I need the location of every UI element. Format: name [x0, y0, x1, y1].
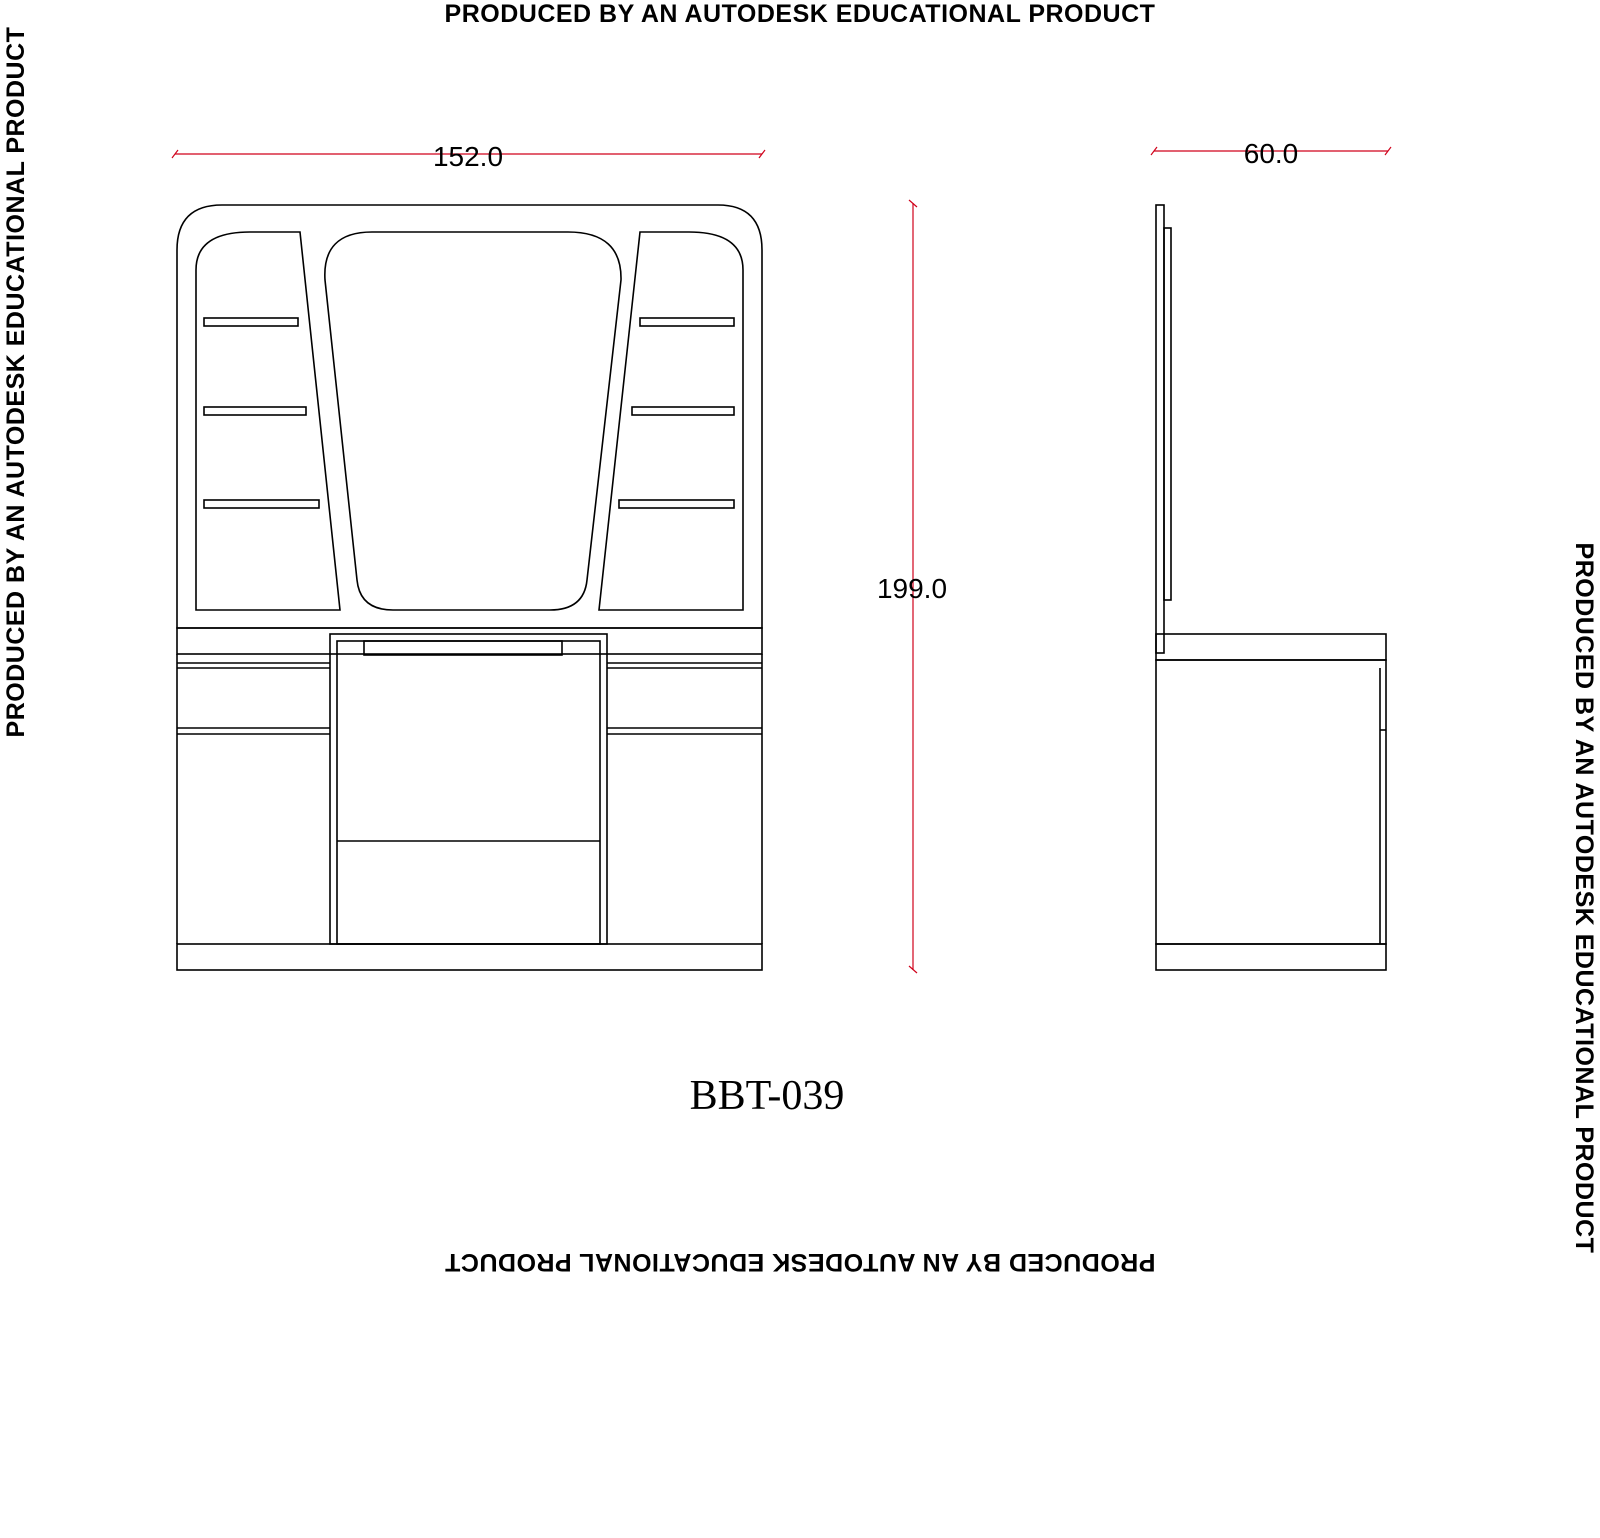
- watermark-right: PRODUCED BY AN AUTODESK EDUCATIONAL PRODUCT: [1570, 542, 1598, 1254]
- front-view: [177, 205, 762, 970]
- watermark-top: PRODUCED BY AN AUTODESK EDUCATIONAL PRODUCT: [444, 0, 1156, 28]
- center-drawer-handle: [364, 641, 562, 655]
- base-plinth: [177, 944, 762, 970]
- dimension-width: [172, 141, 765, 172]
- right-shelf-2: [632, 407, 734, 415]
- side-mirror-front: [1164, 228, 1171, 600]
- side-counter-top: [1156, 634, 1386, 660]
- height-dim-label: 199.0: [876, 573, 948, 604]
- right-shelf-1: [640, 318, 734, 326]
- dimension-depth: [1151, 138, 1391, 169]
- mirror: [325, 232, 621, 610]
- center-frame-outer: [330, 634, 607, 944]
- side-base-body: [1156, 660, 1386, 944]
- right-shelf-3: [619, 500, 734, 508]
- watermark-bottom: PRODUCED BY AN AUTODESK EDUCATIONAL PRODUCT: [444, 1248, 1156, 1276]
- left-shelf-3: [204, 500, 319, 508]
- watermark-left: PRODUCED BY AN AUTODESK EDUCATIONAL PRODUCT: [2, 26, 30, 738]
- left-shelf-2: [204, 407, 306, 415]
- left-shelf-1: [204, 318, 298, 326]
- left-shelf-unit: [196, 232, 340, 610]
- hutch-outline: [177, 205, 762, 628]
- side-base-plinth: [1156, 944, 1386, 970]
- side-view: [1156, 205, 1386, 970]
- model-code: BBT-039: [689, 1073, 845, 1119]
- depth-dim-label: 60.0: [1243, 138, 1299, 169]
- dimension-height: [877, 200, 947, 973]
- width-dim-label: 152.0: [432, 141, 504, 172]
- center-frame-inner: [337, 641, 600, 944]
- side-mirror-back: [1156, 205, 1164, 653]
